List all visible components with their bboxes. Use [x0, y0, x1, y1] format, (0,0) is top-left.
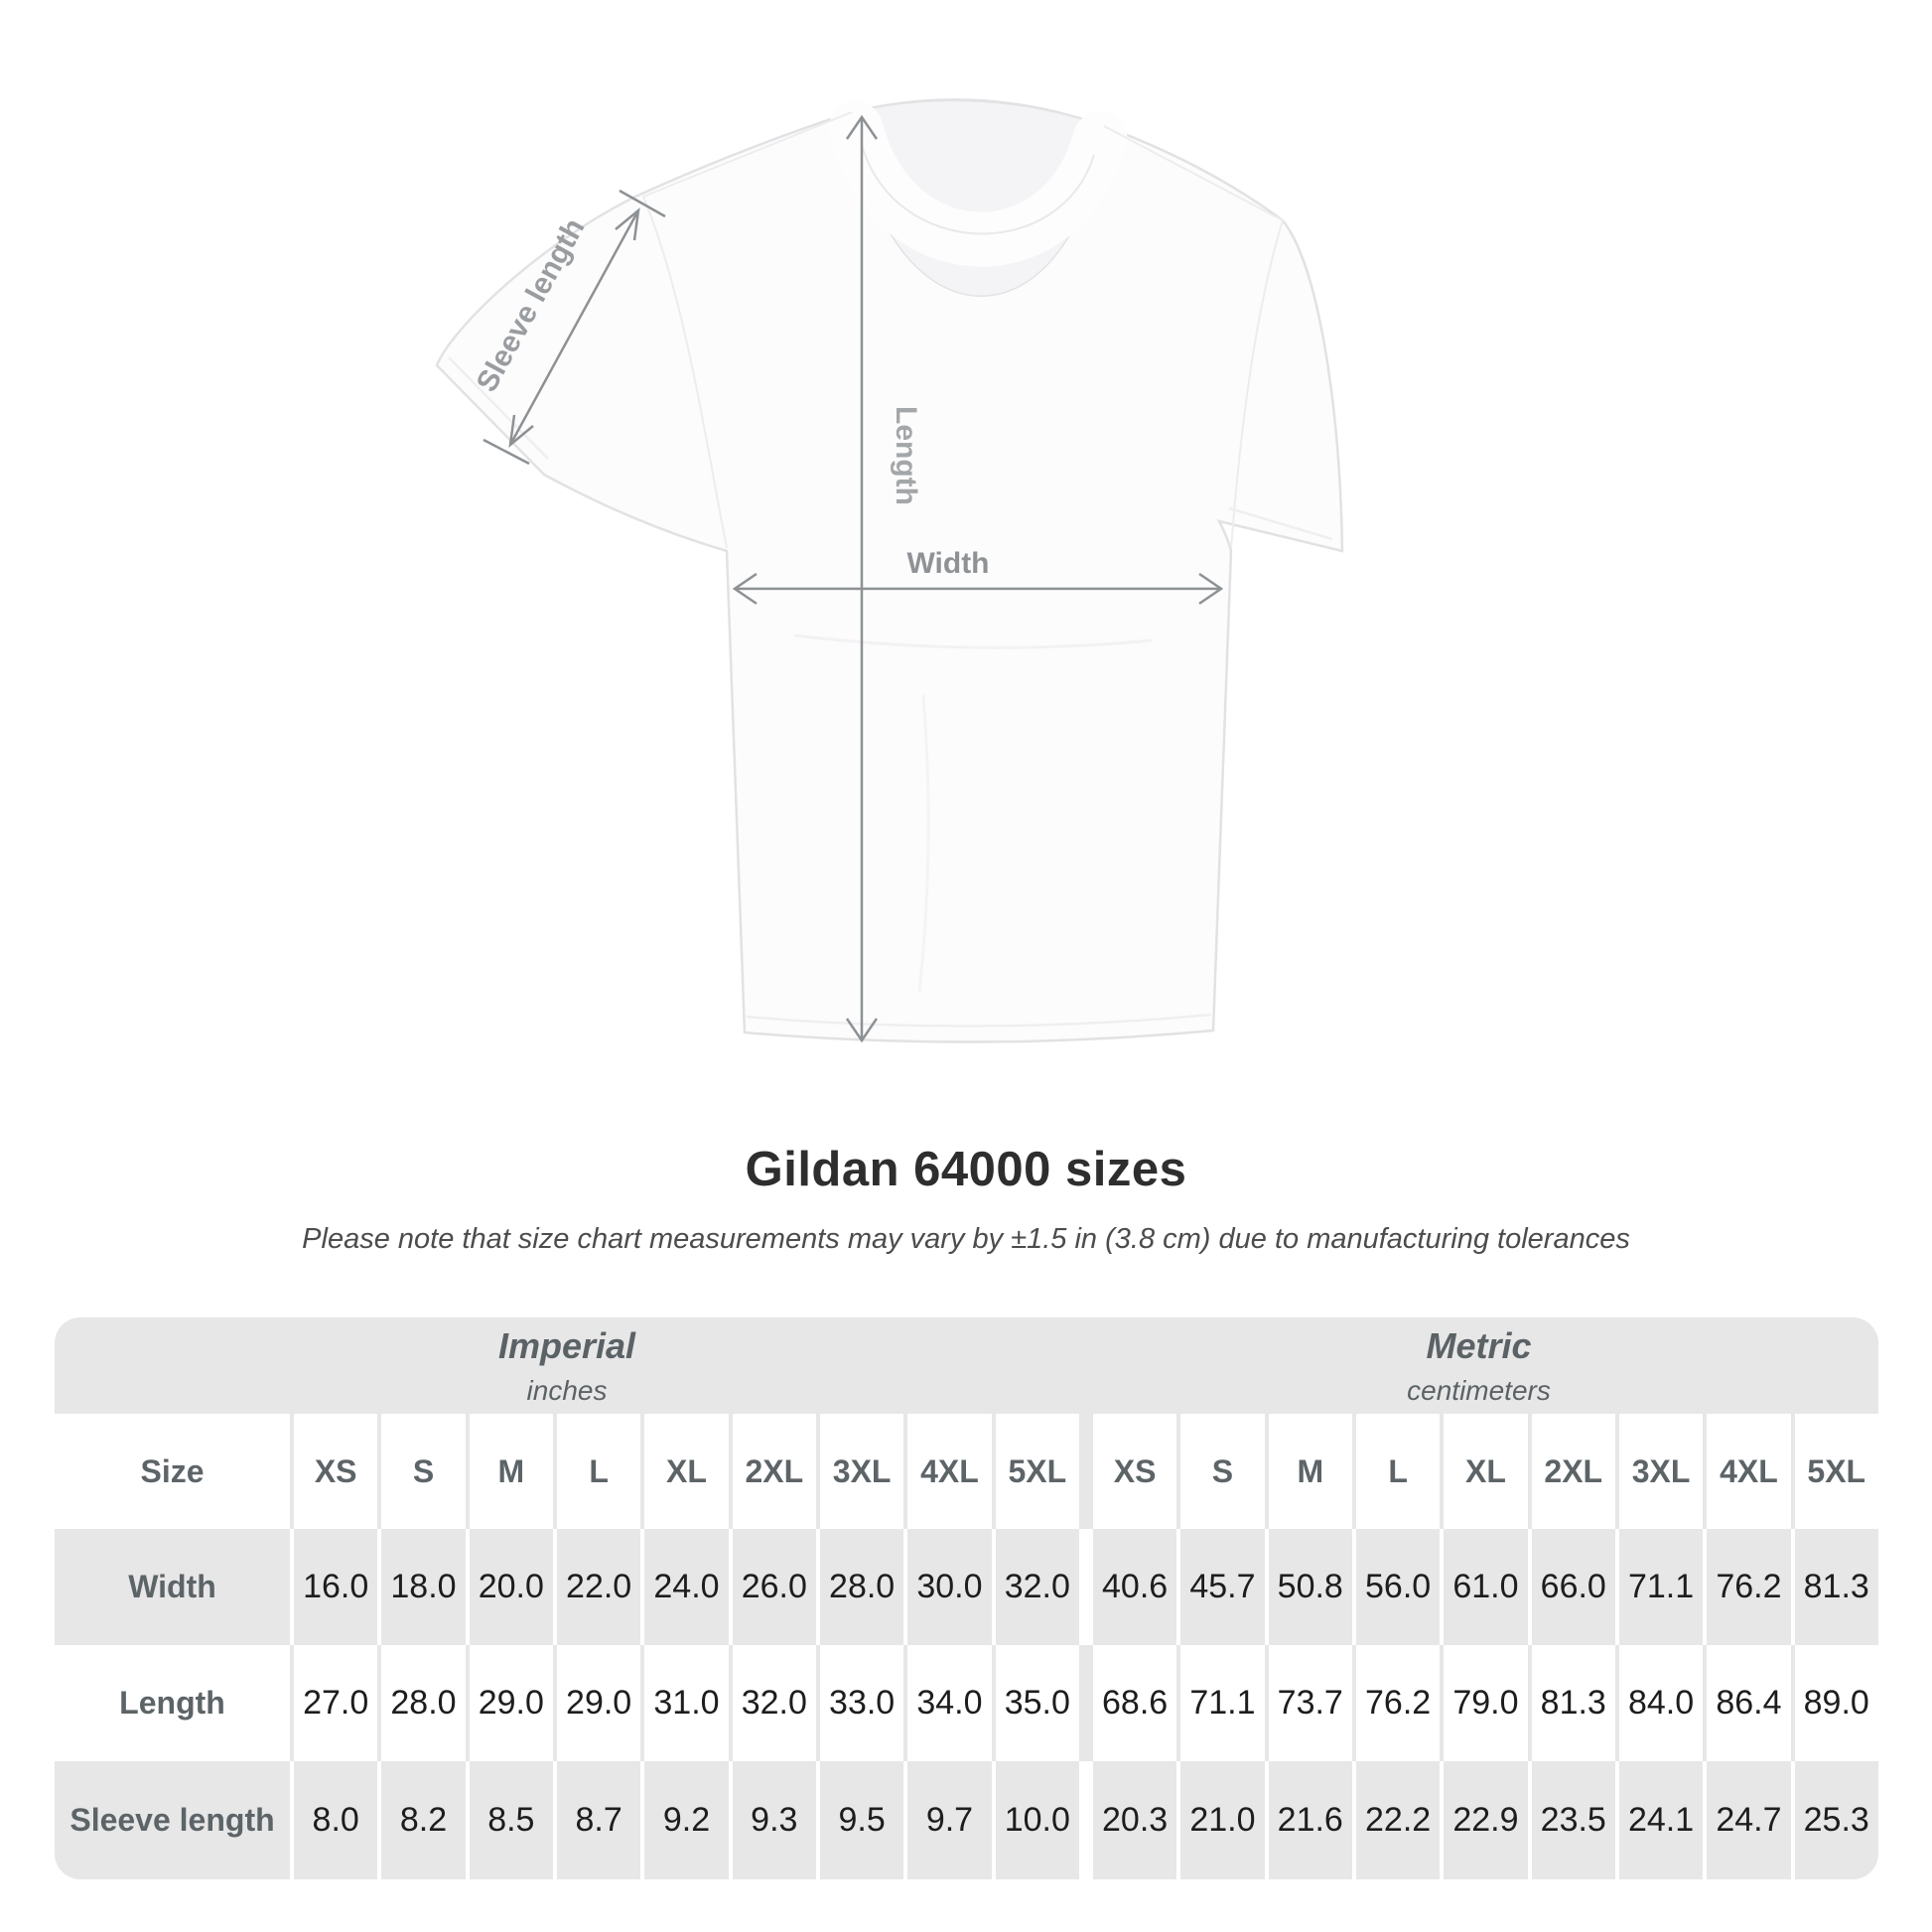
- measurement-rows: [55, 1529, 1878, 1879]
- size-value-cell: 71.1: [1180, 1645, 1264, 1761]
- size-column-header: 4XL: [1707, 1414, 1790, 1529]
- size-value-cell: 9.5: [820, 1761, 903, 1879]
- size-column-header: XS: [1093, 1414, 1176, 1529]
- size-value-cell: 27.0: [294, 1645, 377, 1761]
- size-value-cell: 8.5: [470, 1761, 553, 1879]
- size-value-cell: 81.3: [1532, 1645, 1615, 1761]
- size-value-cell: 8.7: [557, 1761, 640, 1879]
- size-value-cell: 76.2: [1707, 1529, 1790, 1645]
- size-value-cell: 31.0: [644, 1645, 728, 1761]
- page-title: Gildan 64000 sizes: [745, 1143, 1187, 1196]
- size-value-cell: 30.0: [907, 1529, 991, 1645]
- sleeve-length-label: Sleeve length: [470, 212, 592, 398]
- size-value-cell: 33.0: [820, 1645, 903, 1761]
- size-value-cell: 86.4: [1707, 1645, 1790, 1761]
- measurement-row: [55, 1529, 1878, 1645]
- size-value-cell: 71.1: [1619, 1529, 1703, 1645]
- size-value-cell: 40.6: [1093, 1529, 1176, 1645]
- size-column-header: L: [557, 1414, 640, 1529]
- size-value-cell: 68.6: [1093, 1645, 1176, 1761]
- size-value-cell: 35.0: [996, 1645, 1079, 1761]
- measurement-row: [55, 1645, 1878, 1761]
- size-value-cell: 21.6: [1269, 1761, 1352, 1879]
- size-value-cell: 81.3: [1795, 1529, 1878, 1645]
- size-column-header: L: [1356, 1414, 1440, 1529]
- size-value-cell: 21.0: [1180, 1761, 1264, 1879]
- size-column-header: XS: [294, 1414, 377, 1529]
- metric-group-header: [1079, 1317, 1878, 1414]
- imperial-group-header: [55, 1317, 1079, 1414]
- metric-title: Metric: [1426, 1324, 1532, 1366]
- size-value-cell: 29.0: [470, 1645, 553, 1761]
- size-column-header: 2XL: [733, 1414, 816, 1529]
- size-value-cell: 20.3: [1093, 1761, 1176, 1879]
- size-value-cell: 10.0: [996, 1761, 1079, 1879]
- size-value-cell: 66.0: [1532, 1529, 1615, 1645]
- size-column-header: S: [1180, 1414, 1264, 1529]
- size-table: [55, 1317, 1878, 1879]
- size-value-cell: 32.0: [996, 1529, 1079, 1645]
- unit-group-divider: [1083, 1529, 1089, 1645]
- row-label: Length: [55, 1645, 290, 1761]
- size-value-cell: 29.0: [557, 1645, 640, 1761]
- size-value-cell: 23.5: [1532, 1761, 1615, 1879]
- size-value-cell: 22.9: [1444, 1761, 1527, 1879]
- size-value-cell: 76.2: [1356, 1645, 1440, 1761]
- row-label: Width: [55, 1529, 290, 1645]
- size-value-cell: 24.1: [1619, 1761, 1703, 1879]
- size-value-cell: 22.0: [557, 1529, 640, 1645]
- size-value-cell: 28.0: [381, 1645, 465, 1761]
- imperial-title: Imperial: [497, 1324, 636, 1366]
- size-value-cell: 89.0: [1795, 1645, 1878, 1761]
- imperial-unit: inches: [526, 1374, 608, 1406]
- unit-group-divider: [1083, 1414, 1089, 1529]
- size-column-header: 3XL: [820, 1414, 903, 1529]
- size-value-cell: 24.0: [644, 1529, 728, 1645]
- size-column-header: 3XL: [1619, 1414, 1703, 1529]
- size-value-cell: 73.7: [1269, 1645, 1352, 1761]
- size-value-cell: 9.3: [733, 1761, 816, 1879]
- metric-unit: centimeters: [1407, 1374, 1551, 1406]
- width-label: Width: [906, 547, 990, 580]
- size-value-cell: 9.7: [907, 1761, 991, 1879]
- size-value-cell: 9.2: [644, 1761, 728, 1879]
- size-value-cell: 84.0: [1619, 1645, 1703, 1761]
- size-value-cell: 26.0: [733, 1529, 816, 1645]
- size-value-cell: 18.0: [381, 1529, 465, 1645]
- size-value-cell: 56.0: [1356, 1529, 1440, 1645]
- size-column-header: 5XL: [1795, 1414, 1878, 1529]
- size-column-header: 2XL: [1532, 1414, 1615, 1529]
- size-column-header: XL: [1444, 1414, 1527, 1529]
- unit-group-divider: [1083, 1761, 1089, 1879]
- size-value-cell: 24.7: [1707, 1761, 1790, 1879]
- size-value-cell: 25.3: [1795, 1761, 1878, 1879]
- size-column-header: M: [1269, 1414, 1352, 1529]
- row-label: Sleeve length: [55, 1761, 290, 1879]
- size-value-cell: 8.2: [381, 1761, 465, 1879]
- size-value-cell: 28.0: [820, 1529, 903, 1645]
- unit-groups-row: [55, 1317, 1878, 1414]
- size-column-header: M: [470, 1414, 553, 1529]
- size-value-cell: 20.0: [470, 1529, 553, 1645]
- size-value-cell: 16.0: [294, 1529, 377, 1645]
- tolerance-note: Please note that size chart measurements may vary by ±1.5 in (3.8 cm) due to manufacturing tolerances: [302, 1223, 1630, 1255]
- size-value-cell: 50.8: [1269, 1529, 1352, 1645]
- measurement-row: [55, 1761, 1878, 1879]
- size-value-cell: 8.0: [294, 1761, 377, 1879]
- size-value-cell: 34.0: [907, 1645, 991, 1761]
- unit-group-divider: [1083, 1645, 1089, 1761]
- size-value-cell: 61.0: [1444, 1529, 1527, 1645]
- length-label: Length: [890, 406, 922, 505]
- size-header-label: Size: [55, 1414, 290, 1529]
- size-value-cell: 32.0: [733, 1645, 816, 1761]
- size-column-header: S: [381, 1414, 465, 1529]
- size-value-cell: 22.2: [1356, 1761, 1440, 1879]
- size-column-header: XL: [644, 1414, 728, 1529]
- size-column-header: 5XL: [996, 1414, 1079, 1529]
- size-value-cell: 45.7: [1180, 1529, 1264, 1645]
- size-value-cell: 79.0: [1444, 1645, 1527, 1761]
- size-header-row: [55, 1414, 1878, 1529]
- size-column-header: 4XL: [907, 1414, 991, 1529]
